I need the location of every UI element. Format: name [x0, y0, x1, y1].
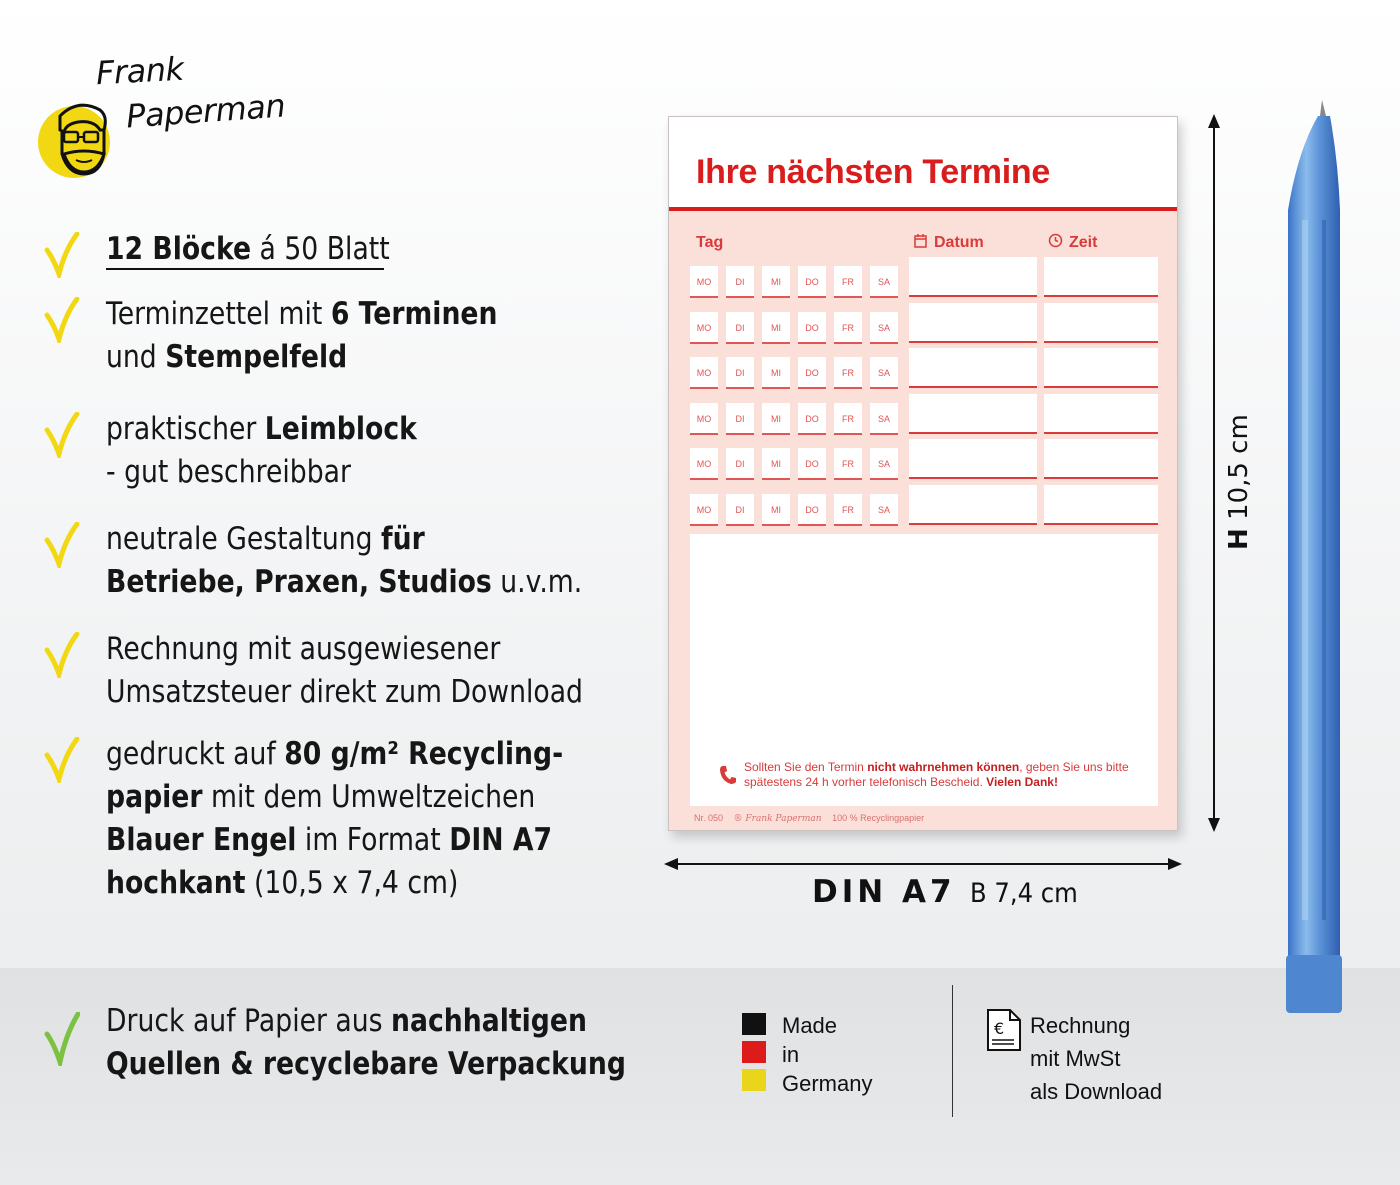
height-label [1224, 414, 1254, 550]
time-field [1044, 257, 1158, 297]
feature-line: Blauer Engel im Format DIN A7 [106, 822, 553, 858]
day-box: FR [834, 312, 862, 344]
format-label: DIN A7 [812, 874, 956, 910]
height-value: 10,5 cm [1224, 414, 1254, 529]
svg-text:€: € [994, 1019, 1005, 1038]
flag-stripe [742, 1069, 766, 1091]
day-box: MO [690, 448, 718, 480]
time-field [1044, 485, 1158, 525]
day-box: DO [798, 312, 826, 344]
appointment-row [690, 494, 1160, 534]
day-box: SA [870, 266, 898, 298]
day-box: MI [762, 403, 790, 435]
day-box: SA [870, 403, 898, 435]
height-dimension-line [1213, 120, 1215, 830]
feature-text [106, 733, 563, 905]
day-box: MI [762, 357, 790, 389]
arrow-right-icon [1168, 858, 1182, 870]
feature-text [106, 628, 583, 714]
logo [38, 49, 288, 182]
arrow-down-icon [1208, 818, 1220, 832]
invoice-download-info [1030, 1009, 1162, 1108]
flag-stripe [742, 1013, 766, 1035]
made-line: Germany [782, 1071, 873, 1096]
date-field [909, 439, 1037, 479]
feature-line: hochkant (10,5 x 7,4 cm) [106, 865, 459, 901]
date-field [909, 303, 1037, 343]
feature-text [106, 293, 497, 379]
check-icon [44, 737, 80, 783]
day-box: DO [798, 494, 826, 526]
day-box: DI [726, 403, 754, 435]
feature-line: Umsatzsteuer direkt zum Download [106, 674, 583, 710]
check-icon [44, 632, 80, 678]
phone-icon [718, 764, 738, 786]
day-box: FR [834, 266, 862, 298]
check-icon [44, 232, 80, 278]
made-in-germany [782, 1011, 872, 1098]
day-box: DO [798, 448, 826, 480]
date-field [909, 485, 1037, 525]
pad-divider [669, 207, 1177, 211]
invoice-line: Rechnung [1030, 1013, 1131, 1038]
day-box: FR [834, 357, 862, 389]
invoice-line: als Download [1030, 1079, 1163, 1104]
pad-col-time: Zeit [1069, 234, 1098, 251]
feature-line: - gut beschreibbar [106, 454, 351, 490]
check-icon [44, 522, 80, 568]
feature-line: Rechnung mit ausgewiesener [106, 631, 501, 667]
day-box: DI [726, 494, 754, 526]
feature-line: 12 Blöcke á 50 Blatt [106, 231, 390, 267]
feature-line: praktischer Leimblock [106, 411, 417, 447]
date-field [909, 348, 1037, 388]
pad-footer-number: Nr. 050 [694, 813, 724, 823]
day-box: DI [726, 448, 754, 480]
appointment-row [690, 266, 1160, 306]
day-box: DI [726, 266, 754, 298]
pad-footer-brand: ® Frank Paperman [733, 814, 822, 824]
width-value: B 7,4 cm [969, 878, 1078, 909]
pad-col-day: Tag [696, 234, 724, 251]
height-letter: H [1224, 528, 1254, 550]
date-field [909, 394, 1037, 434]
date-field [909, 257, 1037, 297]
green-check-stroke [47, 1014, 78, 1062]
appointment-row [690, 312, 1160, 352]
arrow-up-icon [1208, 114, 1220, 128]
feature-underline [106, 268, 384, 270]
sustainability-text: Druck auf Papier aus nachhaltigen Quellen & recyclebare Verpackung [106, 1003, 626, 1082]
feature-text [106, 518, 582, 604]
day-box: SA [870, 448, 898, 480]
width-dimension-line [668, 863, 1178, 865]
day-box: DI [726, 357, 754, 389]
pen-icon [1278, 100, 1350, 1026]
day-box: DI [726, 312, 754, 344]
day-box: FR [834, 494, 862, 526]
day-box: DO [798, 403, 826, 435]
arrow-left-icon [664, 858, 678, 870]
day-box: MI [762, 494, 790, 526]
time-field [1044, 394, 1158, 434]
pad-col-date: Datum [934, 234, 984, 251]
width-label [812, 874, 1089, 910]
pad-footer [694, 813, 932, 824]
logo-first-name: Frank [95, 49, 185, 93]
appointment-row [690, 357, 1160, 397]
logo-last-name: Paperman [124, 86, 287, 136]
german-flag-icon [742, 1013, 766, 1097]
day-box: MI [762, 448, 790, 480]
day-box: SA [870, 357, 898, 389]
appointment-row [690, 448, 1160, 488]
day-box: SA [870, 312, 898, 344]
check-icon [44, 412, 80, 458]
made-line: Made [782, 1013, 838, 1038]
day-box: DO [798, 266, 826, 298]
time-field [1044, 439, 1158, 479]
day-box: MI [762, 312, 790, 344]
calendar-icon [914, 233, 927, 248]
feature-text [106, 228, 390, 271]
feature-line: papier mit dem Umweltzeichen [106, 779, 536, 815]
feature-line: Betriebe, Praxen, Studios u.v.m. [106, 564, 583, 600]
pad-footer-recycling: 100 % Recyclingpapier [832, 813, 925, 823]
day-box: FR [834, 448, 862, 480]
divider [952, 985, 953, 1117]
logo-face-icon [38, 96, 120, 180]
time-field [1044, 348, 1158, 388]
invoice-line: mit MwSt [1030, 1046, 1121, 1071]
appointment-row [690, 403, 1160, 443]
day-box: MI [762, 266, 790, 298]
pad-hint: Sollten Sie den Termin nicht wahrnehmen können, geben Sie uns bitte spätestens 24 h vorher telefonisch Bescheid. Vielen Dank! [744, 760, 1129, 789]
day-box: MO [690, 357, 718, 389]
day-box: MO [690, 494, 718, 526]
made-line: in [782, 1042, 800, 1067]
invoice-document-icon [986, 1008, 1022, 1052]
pad-title: Ihre nächsten Termine [696, 153, 1050, 191]
feature-line: Terminzettel mit 6 Terminen [106, 296, 498, 332]
green-check-icon [44, 1012, 80, 1066]
day-box: SA [870, 494, 898, 526]
clock-icon [1048, 233, 1063, 248]
day-box: MO [690, 266, 718, 298]
feature-line: neutrale Gestaltung für [106, 521, 425, 557]
day-box: MO [690, 312, 718, 344]
flag-stripe [742, 1041, 766, 1063]
check-icon [44, 297, 80, 343]
feature-line: und Stempelfeld [106, 339, 348, 375]
note-pad [668, 116, 1178, 831]
day-box: MO [690, 403, 718, 435]
pad-header [669, 117, 1177, 207]
pad-notes-field [690, 534, 1158, 806]
feature-text [106, 408, 417, 494]
time-field [1044, 303, 1158, 343]
day-box: FR [834, 403, 862, 435]
feature-line: gedruckt auf 80 g/m² Recycling- [106, 736, 564, 772]
day-box: DO [798, 357, 826, 389]
